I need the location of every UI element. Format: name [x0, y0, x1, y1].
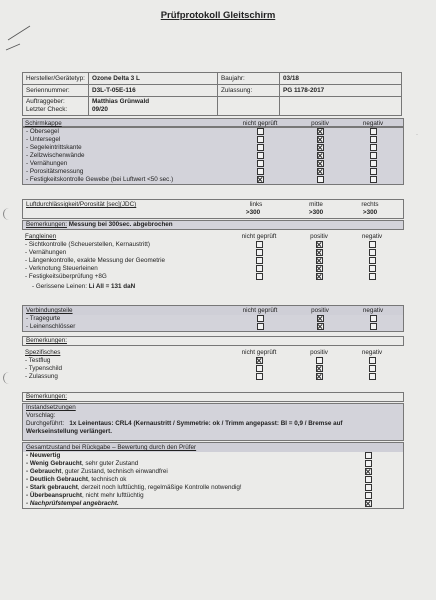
condition-checked-checkbox[interactable] [365, 500, 372, 507]
positiv-checkbox[interactable] [316, 357, 323, 364]
punch-hole-mark [3, 208, 14, 220]
check-row-label: - Festigkeitskontrolle Gewebe (bei Luftwert <50 sec.) [26, 176, 174, 183]
gesamt-items [23, 452, 403, 508]
section-gesamt [22, 442, 404, 509]
hersteller-value: Ozone Delta 3 L [88, 73, 217, 85]
nicht-geprueft-checkbox[interactable] [257, 152, 264, 159]
nicht-geprueft-checkbox[interactable] [257, 323, 264, 330]
nicht-geprueft-checkbox[interactable] [257, 136, 264, 143]
bemerkung-2: Bemerkungen: [22, 336, 404, 346]
check-row-label: - Testflug [25, 357, 51, 364]
nicht-geprueft-checked-checkbox[interactable] [256, 357, 263, 364]
condition-row [23, 468, 403, 476]
check-row [22, 273, 404, 281]
auftrag-value: Matthias Grünwald 09/20 [88, 97, 217, 116]
section-header: Gesamtzustand bei Rückgabe – Bewertung durch den Prüfer [23, 443, 403, 452]
check-row-label: - Obersegel [26, 128, 59, 135]
negativ-checkbox[interactable] [369, 265, 376, 272]
condition-checked-checkbox[interactable] [365, 468, 372, 475]
condition-checkbox[interactable] [365, 460, 372, 467]
positiv-checked-checkbox[interactable] [316, 249, 323, 256]
condition-row [23, 484, 403, 492]
check-row-label: - Segeleintrittskante [26, 144, 82, 151]
nicht-geprueft-checkbox[interactable] [257, 144, 264, 151]
section-schirmkappe [22, 118, 404, 185]
condition-row [23, 452, 403, 460]
empty-cell [217, 97, 279, 116]
baujahr-value: 03/18 [279, 73, 401, 85]
check-row-label: - Vernähungen [26, 160, 68, 167]
positiv-checked-checkbox[interactable] [316, 273, 323, 280]
negativ-checkbox[interactable] [370, 176, 377, 183]
negativ-checkbox[interactable] [369, 257, 376, 264]
serien-label: Seriennummer: [23, 85, 89, 97]
section-spezifisches [22, 348, 404, 381]
nicht-geprueft-checkbox[interactable] [256, 365, 263, 372]
condition-checkbox[interactable] [365, 452, 372, 459]
check-row-label: - Festigkeitsüberprüfung +8G [25, 273, 107, 280]
section-luft: Luftdurchlässigkeit/Porosität [sec](JDC) links mitte rechts >300 >300 >300 [22, 199, 404, 219]
check-row [22, 373, 404, 381]
negativ-checkbox[interactable] [369, 357, 376, 364]
pen-mark: · [416, 132, 418, 138]
condition-label: - Neuwertig [26, 452, 61, 459]
nicht-geprueft-checkbox[interactable] [256, 257, 263, 264]
check-row-label: - Verknotung Steuerleinen [25, 265, 98, 272]
negativ-checkbox[interactable] [370, 323, 377, 330]
punch-hole-mark [3, 372, 14, 384]
condition-row [23, 500, 403, 508]
positiv-checked-checkbox[interactable] [317, 136, 324, 143]
check-row [23, 160, 403, 168]
check-row [23, 323, 403, 331]
condition-row [23, 476, 403, 484]
empty-cell [279, 97, 401, 116]
section-header: Schirmkappe nicht geprüft positiv negativ [22, 118, 404, 127]
condition-label: - Wenig Gebraucht, sehr guter Zustand [26, 460, 139, 467]
condition-checkbox[interactable] [365, 492, 372, 499]
check-row [22, 365, 404, 373]
negativ-checkbox[interactable] [369, 249, 376, 256]
serien-value: D3L-T-05E-116 [88, 85, 217, 97]
nicht-geprueft-checkbox[interactable] [257, 168, 264, 175]
negativ-checkbox[interactable] [369, 373, 376, 380]
check-row [23, 144, 403, 152]
nicht-geprueft-checkbox[interactable] [256, 265, 263, 272]
check-row [22, 265, 404, 273]
page-title: Prüfprotokoll Gleitschirm [160, 10, 276, 21]
positiv-checked-checkbox[interactable] [316, 257, 323, 264]
positiv-checked-checkbox[interactable] [317, 128, 324, 135]
nicht-geprueft-checkbox[interactable] [256, 249, 263, 256]
condition-checkbox[interactable] [365, 484, 372, 491]
check-row-label: - Längenkontrolle, exakte Messung der Geometrie [25, 257, 166, 264]
nicht-geprueft-checked-checkbox[interactable] [257, 176, 264, 183]
check-row-label: - Vernähungen [25, 249, 67, 256]
check-row-label: - Leinenschlösser [26, 323, 76, 330]
fangleinen-items [22, 241, 404, 281]
check-row [23, 168, 403, 176]
condition-checkbox[interactable] [365, 476, 372, 483]
negativ-checkbox[interactable] [370, 315, 377, 322]
nicht-geprueft-checkbox[interactable] [257, 128, 264, 135]
negativ-checkbox[interactable] [370, 136, 377, 143]
check-row [22, 357, 404, 365]
condition-label: - Gebraucht, guter Zustand, technisch einwandfrei [26, 468, 168, 475]
schirmkappe-items [22, 127, 404, 185]
check-row [23, 136, 403, 144]
section-fangleinen: Fangleinen nicht geprüft positiv negativ - Sichtkontrolle (Scheuerstellen, Kernaustritt) - Vernähungen - Längenkontrolle, exakte Messung der Geometrie - Verknotung Steuerleinen - Festigkeitsüberprüfung +8G - Gerissene Leinen: Li All = 131 daN [22, 232, 404, 291]
section-instand: Instandsetzungen Vorschlag: Durchgeführt: 1x Leinentaus: CRL4 (Kernaustritt / Symmetrie: ok / Trimm angepasst: BI = 0,9 / Bremse auf Werkseinstellung verlängert. [22, 403, 404, 441]
baujahr-label: Baujahr: [217, 73, 279, 85]
check-row [23, 176, 403, 184]
positiv-checked-checkbox[interactable] [317, 160, 324, 167]
check-row-label: - Porositätsmessung [26, 168, 84, 175]
negativ-checkbox[interactable] [370, 128, 377, 135]
negativ-checkbox[interactable] [369, 365, 376, 372]
check-row [22, 241, 404, 249]
positiv-checked-checkbox[interactable] [317, 323, 324, 330]
section-header: Fangleinen nicht geprüft positiv negativ [25, 233, 383, 240]
positiv-checked-checkbox[interactable] [316, 241, 323, 248]
check-row-label: - Typenschild [25, 365, 62, 372]
nicht-geprueft-checkbox[interactable] [256, 241, 263, 248]
section-verbindung [22, 305, 404, 332]
check-row [23, 128, 403, 136]
check-row [22, 249, 404, 257]
check-row-label: - Zellzwischenwände [26, 152, 85, 159]
bemerkung-3: Bemerkungen: [22, 392, 404, 402]
negativ-checkbox[interactable] [370, 152, 377, 159]
negativ-checkbox[interactable] [369, 241, 376, 248]
positiv-checked-checkbox[interactable] [316, 373, 323, 380]
positiv-checked-checkbox[interactable] [316, 365, 323, 372]
condition-label: - Stark gebraucht, derzeit noch lufttüchtig, regelmäßige Kontrolle notwendig! [26, 484, 242, 491]
condition-row [23, 492, 403, 500]
negativ-checkbox[interactable] [370, 144, 377, 151]
zulassung-value: PG 1178-2017 [279, 85, 401, 97]
condition-label: - Nachprüfstempel angebracht. [26, 500, 119, 507]
header-table [22, 72, 402, 116]
negativ-checkbox[interactable] [370, 168, 377, 175]
auftrag-label: Auftraggeber: Letzter Check: [23, 97, 89, 116]
positiv-checked-checkbox[interactable] [317, 152, 324, 159]
hersteller-label: Hersteller/Gerätetyp: [23, 73, 89, 85]
positiv-checkbox[interactable] [317, 176, 324, 183]
nicht-geprueft-checkbox[interactable] [256, 373, 263, 380]
check-row-label: - Untersegel [26, 136, 61, 143]
nicht-geprueft-checkbox[interactable] [257, 315, 264, 322]
check-row [22, 257, 404, 265]
condition-label: - Überbeansprucht, nicht mehr lufttüchtig [26, 492, 144, 499]
pen-scribble-mark [2, 20, 42, 60]
spezifisches-items [22, 357, 404, 381]
positiv-checked-checkbox[interactable] [317, 315, 324, 322]
zulassung-label: Zulassung: [217, 85, 279, 97]
check-row [23, 315, 403, 323]
check-row-label: - Zulassung [25, 373, 58, 380]
positiv-checked-checkbox[interactable] [316, 265, 323, 272]
bemerkung-1: Bemerkungen: Messung bei 300sec. abgebrochen [22, 220, 404, 230]
section-header: Spezifisches nicht geprüft positiv negativ [25, 349, 383, 356]
negativ-checkbox[interactable] [370, 160, 377, 167]
verbindung-items [23, 315, 403, 331]
section-header: Verbindungsteile nicht geprüft positiv negativ [23, 306, 403, 315]
check-row-label: - Tragegurte [26, 315, 61, 322]
check-row-label: - Sichtkontrolle (Scheuerstellen, Kernaustritt) [25, 241, 150, 248]
negativ-checkbox[interactable] [369, 273, 376, 280]
positiv-checked-checkbox[interactable] [317, 144, 324, 151]
nicht-geprueft-checkbox[interactable] [257, 160, 264, 167]
nicht-geprueft-checkbox[interactable] [256, 273, 263, 280]
condition-row [23, 460, 403, 468]
condition-label: - Deutlich Gebraucht, technisch ok [26, 476, 127, 483]
positiv-checked-checkbox[interactable] [317, 168, 324, 175]
check-row [23, 152, 403, 160]
